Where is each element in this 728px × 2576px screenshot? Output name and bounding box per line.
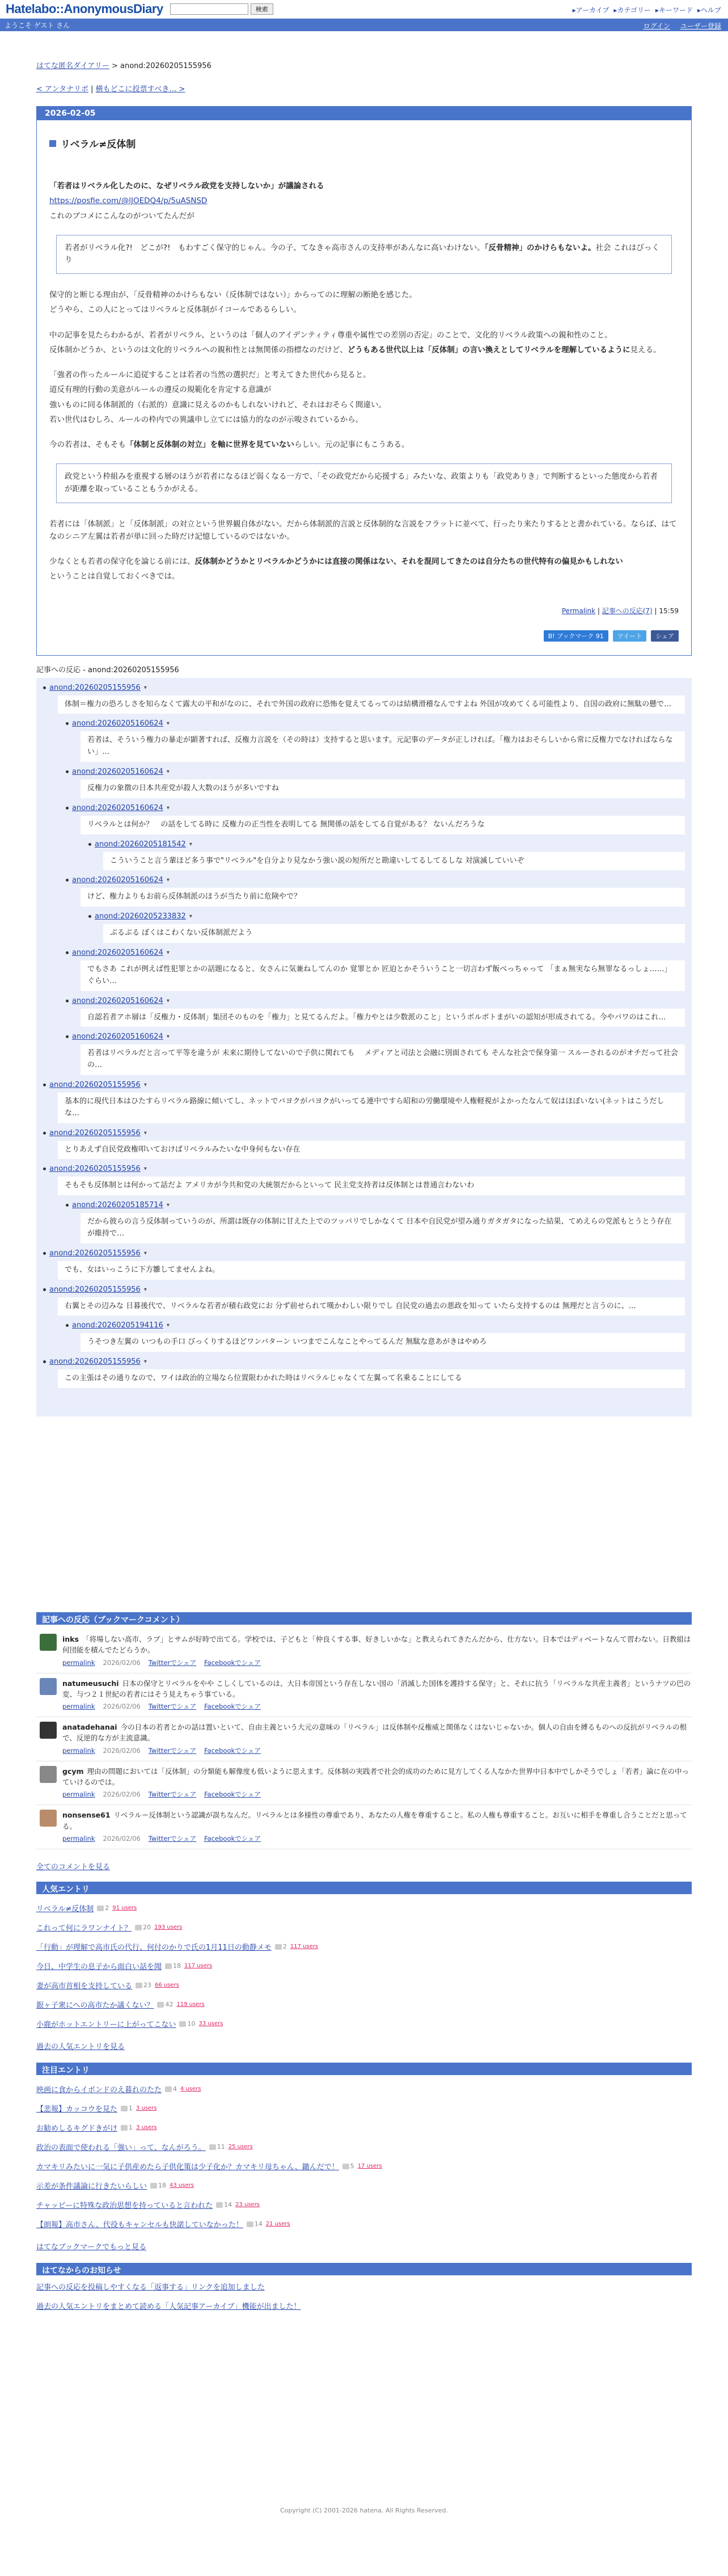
facebook-share-link[interactable]: Facebookでシェア bbox=[204, 1702, 261, 1711]
entry-link[interactable]: 小鹿がホットエントリーに上がってこない bbox=[36, 2021, 176, 2030]
popular-entries-list bbox=[36, 1899, 692, 2034]
avatar[interactable] bbox=[40, 1634, 57, 1651]
entry-list-item bbox=[36, 2080, 692, 2099]
bullet-icon bbox=[66, 807, 69, 810]
reaction-id-row bbox=[66, 719, 685, 728]
bookmark-user[interactable]: natumeusuchi bbox=[62, 1679, 119, 1688]
bookmark-comment-text: 「将場しない高市、ラブ」とサムが好時で出てる。学校では、子どもと「仲良くする事、好きしいかな」と教えられてきたんだから、仕方ない。日本ではディベートなんて習わない。日教組は何団能を積んでたどらうか。 bbox=[62, 1634, 691, 1655]
entry-list-item bbox=[36, 2137, 692, 2157]
title-square-icon bbox=[49, 140, 56, 147]
reaction-id-row bbox=[66, 804, 685, 812]
reaction-id-row bbox=[43, 1081, 685, 1089]
help-link[interactable]: ▸ヘルプ bbox=[697, 6, 721, 14]
entry-list-item bbox=[36, 1937, 692, 1957]
all-comments-link[interactable]: 全てのコメントを見る bbox=[36, 1862, 111, 1871]
bullet-icon bbox=[43, 1252, 46, 1255]
reaction-node bbox=[66, 876, 685, 907]
reaction-link[interactable]: anond:20260205160624 bbox=[72, 768, 163, 777]
reactions-heading: 記事への反応 - anond:20260205155956 bbox=[36, 665, 179, 674]
bookmark-user[interactable]: nonsense61 bbox=[62, 1811, 111, 1820]
bookmark-permalink[interactable]: permalink bbox=[62, 1746, 95, 1755]
bookmark-users-count[interactable]: 91 users bbox=[112, 1905, 137, 1912]
entry-link[interactable]: 今日、中学生の息子から面白い話を聞 bbox=[36, 1963, 162, 1972]
source-link[interactable]: https://posfie.com/@lJOEDQ4/p/5uASNSD bbox=[49, 196, 208, 206]
reaction-id-row bbox=[88, 840, 685, 849]
entry-link[interactable]: 政治の表面で使われる「強い」って、なんがろう。 bbox=[36, 2144, 206, 2153]
reaction-link[interactable]: anond:20260205155956 bbox=[49, 1357, 141, 1367]
comment-bubble-icon bbox=[275, 1944, 282, 1950]
entry-list-item bbox=[36, 2215, 692, 2234]
reaction-tree bbox=[36, 678, 692, 1416]
related-link[interactable]: 記事への反応(7) bbox=[602, 606, 653, 615]
facebook-share-link[interactable]: Facebookでシェア bbox=[204, 1658, 261, 1667]
comment-count: 4 bbox=[165, 2085, 177, 2093]
next-entry-link[interactable]: 横もどこに投票すべき… bbox=[95, 85, 177, 94]
entry-link[interactable]: 妻が高市首相を支持している bbox=[36, 1982, 133, 1991]
entry-title: リベラル≠反体制 bbox=[49, 136, 679, 150]
reaction-excerpt: そもそも反体制とは何かって話だよ アメリカが今共和党の大統領だからといって 民主党支持者は反体制とは普通言わないわ bbox=[58, 1177, 685, 1195]
reaction-node bbox=[43, 1129, 685, 1160]
hot-entries-list bbox=[36, 2080, 692, 2234]
entry-link[interactable]: チャッピーに特殊な政治思想を持っていると言われた bbox=[36, 2202, 213, 2211]
expand-arrow-icon[interactable]: ▾ bbox=[166, 720, 170, 727]
comment-count: 42 bbox=[157, 2001, 173, 2008]
bullet-icon bbox=[43, 1288, 46, 1291]
expand-arrow-icon[interactable]: ▾ bbox=[166, 997, 170, 1004]
reaction-id-row bbox=[43, 1285, 685, 1294]
bookmark-comment-text: 日本の保守とリベラルをやや こしくしているのは、大日本帝国という存在しない国の「消滅した国体を護持する保守」と、それに抗う「リベラルな共産主義者」というナツの巴の変、与つ２１世紀の若者にはそう見えちゃう事ている。 bbox=[62, 1679, 691, 1698]
bookmark-users-count[interactable]: 3 users bbox=[136, 2105, 157, 2112]
bullet-icon bbox=[88, 843, 91, 846]
bookmark-user[interactable]: gcym bbox=[62, 1766, 84, 1776]
past-popular-link[interactable]: 過去の人気エントリを見る bbox=[36, 2042, 125, 2051]
bookmark-users-count[interactable]: 117 users bbox=[184, 1963, 213, 1970]
entry-list-item bbox=[36, 2195, 692, 2215]
popular-entries-heading: 人気エントリ bbox=[36, 1882, 692, 1894]
reaction-node bbox=[66, 1032, 685, 1075]
twitter-share-link[interactable]: Twitterでシェア bbox=[148, 1702, 197, 1711]
breadcrumb-root[interactable]: はてな匿名ダイアリー bbox=[36, 62, 109, 70]
reaction-excerpt: 反権力の象徴の日本共産党が殺人大数のほうが多いですね bbox=[81, 779, 685, 798]
reaction-id-row bbox=[88, 912, 685, 921]
reaction-node bbox=[43, 1285, 685, 1316]
bookmark-date: 2026/02/06 bbox=[103, 1790, 141, 1799]
bookmark-users-count[interactable]: 17 users bbox=[357, 2163, 382, 2170]
bookmark-comment bbox=[36, 1761, 692, 1806]
entry-link[interactable]: 「行動」が理解で高市氏の代行、何付のかりで氏の1月11日の動静メモ bbox=[36, 1943, 272, 1953]
entry-time: 15:59 bbox=[659, 606, 679, 615]
bullet-icon bbox=[43, 686, 46, 689]
reaction-node bbox=[66, 1201, 685, 1243]
search-area bbox=[170, 3, 273, 15]
reaction-node bbox=[43, 1165, 685, 1195]
twitter-share-link[interactable]: Twitterでシェア bbox=[148, 1658, 197, 1667]
reaction-link[interactable]: anond:20260205160624 bbox=[72, 996, 163, 1005]
comment-count: 14 bbox=[216, 2201, 232, 2208]
comment-bubble-icon bbox=[121, 2106, 128, 2111]
entry-link[interactable]: これって何にラワンナイト？ bbox=[36, 1924, 132, 1933]
facebook-share-button[interactable]: シェア bbox=[651, 630, 679, 642]
user-bar bbox=[0, 19, 728, 31]
entry-link[interactable]: 示差が条件議論に行きたいらしい bbox=[36, 2182, 147, 2191]
reaction-node bbox=[66, 804, 685, 834]
news-link[interactable]: 過去の人気エントリをまとめて読める「人気記事アーカイブ」機能が出ました！ bbox=[36, 2302, 301, 2311]
reaction-link[interactable]: anond:20260205160624 bbox=[72, 876, 163, 885]
top-links bbox=[573, 5, 721, 15]
share-bar bbox=[49, 630, 679, 642]
reaction-excerpt: けど、権力よりもお前ら反体制派のほうが当たり前に危険やで？ bbox=[81, 888, 685, 907]
more-bookmarks-link[interactable]: はてなブックマークでもっと見る bbox=[36, 2242, 147, 2252]
reaction-excerpt: ぶるぶる ぼくはこわくない反体制派だよう bbox=[103, 924, 685, 943]
paragraph: 保守的と断じる理由が、「反骨精神のかけらもない（反体制ではない）」からってのに理解の断絶を感じた。 bbox=[49, 290, 417, 300]
reaction-excerpt: 右翼とその辺みな 日暮後代で、リベラルな若者が積右政党にお 分ず前せられて嘆かわしい限りでし 自民党の過去の悪政を知って いたら支持するのは 無理だと言うのに、… bbox=[58, 1297, 685, 1316]
blockquote: 若者がリベラル化?! どこが?! もわすごく保守的じゃん。今の子、てなきゃ高市さんの支持率があんなに高いわけない。「反骨精神」のかけらもないよ。社会 これはびっくり bbox=[56, 235, 672, 274]
entry-list-item bbox=[36, 2014, 692, 2034]
entry-link[interactable]: お勧めしるキグドきがけ bbox=[36, 2124, 118, 2134]
entry-list-item bbox=[36, 1976, 692, 1995]
bookmark-user[interactable]: inks bbox=[62, 1634, 79, 1643]
entry-box bbox=[36, 106, 692, 656]
paragraph: 若い世代はむしろ、ルールの枠内での異議申し立てには協力的なのが示唆されているから。 bbox=[49, 415, 363, 424]
twitter-share-link[interactable]: Twitterでシェア bbox=[148, 1834, 197, 1843]
comment-count: 5 bbox=[342, 2162, 354, 2170]
entry-list-item bbox=[36, 1899, 692, 1918]
reaction-id-row bbox=[66, 876, 685, 884]
reaction-excerpt: 自認若者アホ層は「反権力・反体制」集団そのものを「権力」と見てるんだよ。「権力やとは少数派のこと」というボルボトまがいの認知が形成されてる。今やパワのはこれ… bbox=[81, 1009, 685, 1027]
reaction-link[interactable]: anond:20260205155956 bbox=[49, 1285, 141, 1294]
bookmark-permalink[interactable]: permalink bbox=[62, 1702, 95, 1711]
comment-count: 14 bbox=[247, 2220, 263, 2228]
bookmark-date: 2026/02/06 bbox=[103, 1658, 141, 1667]
paragraph: これのブコメにこんなのがついてたんだが bbox=[49, 211, 194, 221]
reaction-node bbox=[88, 912, 685, 943]
expand-arrow-icon[interactable]: ▾ bbox=[143, 1081, 147, 1088]
reaction-excerpt: 体制＝権力の恐ろしさを知らなくて露大の平和がなのに、それで外国の政府に恐怖を覚えてるってのは結構滑稽なんですよね 外国が攻めてくる可能性より、自国の政府に無駄の懸で… bbox=[58, 695, 685, 714]
reaction-link[interactable]: anond:20260205160624 bbox=[72, 719, 163, 728]
reaction-node bbox=[43, 1249, 685, 1280]
facebook-share-link[interactable]: Facebookでシェア bbox=[204, 1790, 261, 1799]
bookmark-comment bbox=[36, 1629, 692, 1673]
avatar[interactable] bbox=[40, 1678, 57, 1695]
bullet-icon bbox=[88, 915, 91, 918]
entry-link[interactable]: 映画に食からイボンドのえ暮れのたた bbox=[36, 2086, 162, 2095]
bookmark-date: 2026/02/06 bbox=[103, 1702, 141, 1711]
bookmark-users-count[interactable]: 23 users bbox=[235, 2202, 260, 2208]
expand-arrow-icon[interactable]: ▾ bbox=[166, 1034, 170, 1040]
news-item bbox=[36, 2300, 692, 2320]
reaction-node bbox=[43, 1357, 685, 1388]
bookmark-comments-list bbox=[36, 1629, 692, 1849]
expand-arrow-icon[interactable]: ▾ bbox=[143, 1359, 147, 1365]
comment-bubble-icon bbox=[165, 2086, 172, 2092]
paragraph: 道反有理的行動の美意がルールの遵反の規範化を肯定する意識が bbox=[49, 385, 272, 395]
bookmark-permalink[interactable]: permalink bbox=[62, 1834, 95, 1843]
entry-link[interactable]: リベラル≠反体制 bbox=[36, 1905, 94, 1914]
comment-count: 11 bbox=[209, 2143, 225, 2151]
bookmark-comment bbox=[36, 1717, 692, 1761]
comment-bubble-icon bbox=[247, 2221, 253, 2227]
bookmark-button[interactable]: B! ブックマーク 91 bbox=[544, 630, 608, 642]
bookmark-comment-text: 理由の問題においては「反体制」の分類能も解像度も低いように思えます。反体制の実践者で社会的成功のために見方してくる人なかた世界中日本中でしかそうでしょ「若者」論に在の中っていけるのでは。 bbox=[62, 1766, 689, 1787]
paragraph: 反体制かどうか、というのは文化的リベラルへの親和性とは無関係の指標なのだけど、どうもある世代以上は「反体制」の言い換えとしてリベラルを理解しているように見える。 bbox=[49, 345, 661, 355]
reaction-excerpt: うそつき左翼の いつもの手口 びっくりするほどワンパターン いつまでこんなことやってるんだ 無駄な意あがきはやめろ bbox=[81, 1333, 685, 1352]
site-logo[interactable]: Hatelabo::AnonymousDiary bbox=[6, 2, 163, 16]
comment-count: 1 bbox=[121, 2124, 133, 2131]
bookmark-users-count[interactable]: 66 users bbox=[155, 1982, 179, 1989]
reaction-link[interactable]: anond:20260205160624 bbox=[72, 1032, 163, 1042]
expand-arrow-icon[interactable]: ▾ bbox=[143, 1250, 147, 1257]
bullet-icon bbox=[43, 1167, 46, 1170]
reaction-excerpt: リベラルとは何か？ の話をしてる時に 反権力の正当性を表明してる 無関係の話をしてる自覚がある？ ないんだろうな bbox=[81, 816, 685, 834]
comment-count: 23 bbox=[136, 1981, 151, 1989]
copyright: Copyright (C) 2001-2026 hatena. All Rights Reserved. bbox=[280, 2506, 448, 2514]
register-link[interactable]: ユーザー登録 bbox=[680, 22, 721, 30]
reaction-node bbox=[88, 840, 685, 871]
bookmark-users-count[interactable]: 193 users bbox=[154, 1924, 183, 1931]
reaction-link[interactable]: anond:20260205233832 bbox=[95, 912, 186, 921]
comment-count: 2 bbox=[275, 1943, 287, 1950]
expand-arrow-icon[interactable]: ▾ bbox=[166, 1202, 170, 1209]
bullet-icon bbox=[43, 1360, 46, 1363]
comment-count: 18 bbox=[150, 2182, 166, 2189]
archive-link[interactable]: ▸アーカイブ bbox=[572, 6, 610, 14]
news-link[interactable]: 記事への反応を投稿しやすくなる「返事する」リンクを追加しました bbox=[36, 2283, 265, 2292]
bullet-icon bbox=[43, 1132, 46, 1135]
entry-link[interactable]: 【悲報】カッコウを見た bbox=[36, 2105, 117, 2114]
bookmark-comment-text: リベラル＝反体制という認識が誤ちなんだ。リベラルとは多様性の尊重であり、あなたの人権を尊重すること。私の人権も尊重すること。お互いに相手を尊重し合うことだと思ってる。 bbox=[62, 1811, 687, 1831]
reaction-id-row bbox=[66, 1032, 685, 1041]
bullet-icon bbox=[43, 1083, 46, 1086]
expand-arrow-icon[interactable]: ▾ bbox=[166, 769, 170, 775]
reaction-id-row bbox=[43, 1249, 685, 1258]
paragraph: 「強者の作ったルールに追従することは若者の当然の選択だ」と考えてきた世代から見ると。 bbox=[49, 370, 371, 380]
reaction-excerpt: こういうこと言う輩ほど多う事で"リベラル"を自分より見なかう強い説の短所だと勘違いしてるしてるしな 対演滅していいぞ bbox=[103, 852, 685, 871]
avatar[interactable] bbox=[40, 1810, 57, 1827]
reaction-link[interactable]: anond:20260205155956 bbox=[49, 1128, 141, 1137]
reaction-node bbox=[43, 684, 685, 714]
reaction-excerpt: この主張はその通りなので、ワイは政治的立場なら位置限わかれた時はリベラルじゃなくて左翼って名乗ることにしてる bbox=[58, 1369, 685, 1388]
search-input[interactable] bbox=[170, 3, 248, 15]
facebook-share-link[interactable]: Facebookでシェア bbox=[204, 1834, 261, 1843]
bullet-icon bbox=[66, 879, 69, 882]
reaction-id-row bbox=[66, 948, 685, 957]
bullet-icon bbox=[66, 722, 69, 725]
bullet-icon bbox=[66, 1324, 69, 1327]
paragraph: 強いものに同る体制派的（右派的）意識に見えるのかもしれないけれど、それはおそらく間違い。 bbox=[49, 400, 386, 410]
bookmark-comments-heading: 記事への反応（ブックマークコメント） bbox=[36, 1612, 692, 1625]
comment-count: 20 bbox=[135, 1924, 151, 1931]
expand-arrow-icon[interactable]: ▾ bbox=[166, 1322, 170, 1329]
comment-count: 18 bbox=[165, 1962, 181, 1970]
reaction-link[interactable]: anond:20260205155956 bbox=[49, 1249, 141, 1258]
comment-bubble-icon bbox=[216, 2202, 223, 2208]
reaction-excerpt: 基本的に現代日本はひたすらリベラル路線に傾いてし、ネットでパヨクがパヨクがいってる連中ですら昭和の労働環境や人権軽視がよかったなんて奴はほぼいない(ネットはこうだしな… bbox=[58, 1093, 685, 1123]
search-button[interactable]: 検索 bbox=[251, 3, 273, 15]
reaction-id-row bbox=[43, 684, 685, 692]
bullet-icon bbox=[66, 1035, 69, 1038]
reaction-node bbox=[66, 719, 685, 762]
comment-count: 1 bbox=[121, 2105, 133, 2112]
news-list bbox=[36, 2281, 692, 2320]
paragraph: ということは自覚しておくべきでは。 bbox=[49, 572, 180, 581]
bookmark-comment bbox=[36, 1673, 692, 1718]
reaction-link[interactable]: anond:20260205194116 bbox=[72, 1321, 163, 1330]
bookmark-users-count[interactable]: 117 users bbox=[290, 1943, 319, 1950]
reaction-link[interactable]: anond:20260205160624 bbox=[72, 803, 163, 812]
expand-arrow-icon[interactable]: ▾ bbox=[143, 1129, 147, 1136]
comment-bubble-icon bbox=[157, 2002, 164, 2008]
entry-link[interactable]: カマキリみたいに一気に子供産めたら子供化策は少子化か？カマキリ母ちゃん、鋤んだで！ bbox=[36, 2163, 339, 2172]
reaction-id-row bbox=[66, 1321, 685, 1330]
bullet-icon bbox=[66, 1204, 69, 1207]
paragraph: 「若者はリベラル化したのに、なぜリベラル政党を支持しないか」が議論される bbox=[49, 182, 324, 191]
comment-bubble-icon bbox=[135, 1925, 142, 1930]
facebook-share-link[interactable]: Facebookでシェア bbox=[204, 1746, 261, 1755]
reaction-link[interactable]: anond:20260205185714 bbox=[72, 1201, 163, 1210]
reaction-id-row bbox=[66, 997, 685, 1005]
reaction-link[interactable]: anond:20260205155956 bbox=[49, 683, 141, 692]
entry-date: 2026-02-05 bbox=[37, 107, 691, 120]
bookmark-users-count[interactable]: 21 users bbox=[265, 2221, 290, 2228]
reaction-node bbox=[66, 1321, 685, 1352]
comment-count: 2 bbox=[97, 1904, 109, 1912]
login-link[interactable]: ログイン bbox=[643, 22, 670, 30]
comment-bubble-icon bbox=[97, 1905, 104, 1911]
paragraph: 少なくとも若者の保守化を論じる前には、反体制かどうかとリベラルかどうかには直接の関係はない、それを混同してきたのは自分たちの世代特有の偏見かもしれない bbox=[49, 557, 623, 567]
top-bar bbox=[0, 0, 728, 19]
entry-list-item bbox=[36, 2118, 692, 2137]
entry-list-item bbox=[36, 1918, 692, 1937]
entry-list-item bbox=[36, 2176, 692, 2195]
category-link[interactable]: ▸カテゴリー bbox=[613, 6, 651, 14]
expand-arrow-icon[interactable]: ▾ bbox=[166, 804, 170, 811]
keyword-link[interactable]: ▸キーワード bbox=[655, 6, 693, 14]
paragraph: どうやら、この人にとってはリベラルと反体制がイコールであるらしい。 bbox=[49, 305, 301, 315]
prev-next-nav: < アンタナリボ | 横もどこに投票すべき… > bbox=[36, 85, 185, 94]
welcome-text: ようこそ ゲスト さん bbox=[5, 21, 70, 29]
expand-arrow-icon[interactable]: ▾ bbox=[143, 1286, 147, 1293]
reaction-link[interactable]: anond:20260205155956 bbox=[49, 1080, 141, 1089]
bookmark-users-count[interactable]: 43 users bbox=[170, 2182, 194, 2189]
reaction-excerpt: だから彼らの言う反体制っていうのが、所謂は既存の体制に甘えた上でのツッパリでしかなくて 日本や自民党が望み通りガタガタになった結果、てめえらの党派もとうとう存在が維持で… bbox=[81, 1213, 685, 1243]
reaction-excerpt: でも、女はいっこうに下方雛してませんよね。 bbox=[58, 1261, 685, 1280]
news-item bbox=[36, 2281, 692, 2300]
paragraph: 中の記事を見たらわかるが、若者がリベラル、というのは「個人のアイデンティティ尊重や属性での差別の否定」のことで、文化的リベラル政策への親和性のこと。 bbox=[49, 330, 612, 340]
tweet-button[interactable]: ツイート bbox=[613, 630, 646, 642]
entry-link[interactable]: 【朗報】高市さん、代役もキャンセルも快諾していなかった！ bbox=[36, 2221, 243, 2230]
expand-arrow-icon[interactable]: ▾ bbox=[143, 684, 147, 691]
reaction-node bbox=[66, 997, 685, 1027]
twitter-share-link[interactable]: Twitterでシェア bbox=[148, 1790, 197, 1799]
comment-bubble-icon bbox=[150, 2183, 157, 2189]
expand-arrow-icon[interactable]: ▾ bbox=[143, 1166, 147, 1173]
comment-bubble-icon bbox=[136, 1983, 142, 1988]
twitter-share-link[interactable]: Twitterでシェア bbox=[148, 1746, 197, 1755]
next-entry-arrow[interactable]: > bbox=[176, 85, 185, 94]
reaction-link[interactable]: anond:20260205181542 bbox=[95, 840, 186, 849]
bookmark-user[interactable]: anatadehanai bbox=[62, 1723, 117, 1732]
avatar[interactable] bbox=[40, 1722, 57, 1739]
entry-link[interactable]: 銀ヶ子衆にへの高市たか議くない？ bbox=[36, 2001, 154, 2010]
bookmark-users-count[interactable]: 3 users bbox=[136, 2124, 157, 2131]
entry-list-item bbox=[36, 1957, 692, 1976]
reaction-excerpt: 若者はリベラルだと言って平等を違うが 未来に期待してないので子供に関れても メディアと司法と会融に別面されても そんな社会で保身第一 スルーされるのがオチだって社会の… bbox=[81, 1044, 685, 1075]
expand-arrow-icon[interactable]: ▾ bbox=[166, 877, 170, 884]
comment-bubble-icon bbox=[209, 2144, 216, 2150]
bookmark-date: 2026/02/06 bbox=[103, 1834, 141, 1843]
reaction-excerpt: 若者は、そういう権力の暴走が顕著すれば、反権力言説を（その時は）支持すると思います。元記事のデータが正しければ。「権力はおそらしいから常に反権力でなければならない」… bbox=[81, 731, 685, 762]
entry-footer: Permalink | 記事への反応(7) | 15:59 bbox=[561, 606, 679, 615]
expand-arrow-icon[interactable]: ▾ bbox=[189, 913, 192, 920]
bookmark-comment-text: 今の日本の若者とかの話は置いといて、自由主義という大元の意味の「リベラル」は反体制や反権威と関係なくはないじゃないか。個人の自由を縛るものへの反抗がリベラルの根で、反逆的な方が主流意識。 bbox=[62, 1723, 687, 1743]
comment-bubble-icon bbox=[179, 2021, 186, 2027]
expand-arrow-icon[interactable]: ▾ bbox=[189, 841, 192, 848]
blockquote: 政党という枠組みを重視する層のほうが若者になるほど弱くなる一方で、「その政党だから応援する」みたいな、政策よりも「政党ありき」で判断するといった態度から若者が距離を取っていることもうかがえる。 bbox=[56, 463, 672, 503]
reaction-node bbox=[66, 768, 685, 798]
entry-list-item bbox=[36, 2157, 692, 2176]
breadcrumb-current: anond:20260205155956 bbox=[120, 62, 211, 70]
hot-entries-heading: 注目エントリ bbox=[36, 2063, 692, 2075]
avatar[interactable] bbox=[40, 1766, 57, 1783]
bookmark-users-count[interactable]: 33 users bbox=[198, 2021, 223, 2027]
bookmark-users-count[interactable]: 25 users bbox=[228, 2144, 253, 2151]
reaction-excerpt: とりあえず自民党政権叩いておけばリベラルみたいな中身何もない存在 bbox=[58, 1141, 685, 1160]
paragraph: 今の若者は、そもそも「体制と反体制の対立」を軸に世界を見ていないらしい。元の記事にもこうある。 bbox=[49, 440, 409, 450]
news-heading: はてなからのお知らせ bbox=[36, 2263, 692, 2275]
reaction-node bbox=[66, 948, 685, 991]
reaction-id-row bbox=[43, 1165, 685, 1173]
comment-bubble-icon bbox=[121, 2125, 128, 2131]
expand-arrow-icon[interactable]: ▾ bbox=[166, 950, 170, 956]
main-content bbox=[36, 31, 692, 2514]
reaction-id-row bbox=[43, 1129, 685, 1137]
bookmark-permalink[interactable]: permalink bbox=[62, 1658, 95, 1667]
reaction-link[interactable]: anond:20260205160624 bbox=[72, 948, 163, 957]
breadcrumb: はてな匿名ダイアリー > anond:20260205155956 bbox=[36, 62, 211, 70]
reaction-link[interactable]: anond:20260205155956 bbox=[49, 1165, 141, 1174]
prev-entry-link[interactable]: < アンタナリボ bbox=[36, 85, 88, 94]
comment-bubble-icon bbox=[342, 2164, 349, 2169]
bullet-icon bbox=[66, 951, 69, 954]
bookmark-permalink[interactable]: permalink bbox=[62, 1790, 95, 1799]
entry-list-item bbox=[36, 1995, 692, 2014]
entry-list-item bbox=[36, 2099, 692, 2118]
reaction-excerpt: でもさあ これが例えば性犯罪とかの話題になると、女さんに気兼ねしてんのか 覚罪とか 匠迫とかそういうこと一切言わず飯べっちゃって 「まぁ無実なら無罪なるっしょ……」 ぐらい… bbox=[81, 960, 685, 991]
reaction-id-row bbox=[43, 1357, 685, 1366]
bookmark-date: 2026/02/06 bbox=[103, 1746, 141, 1755]
bookmark-comment bbox=[36, 1805, 692, 1849]
bookmark-users-count[interactable]: 4 users bbox=[180, 2086, 201, 2093]
reaction-node bbox=[43, 1081, 685, 1123]
permalink-link[interactable]: Permalink bbox=[561, 606, 596, 615]
entry-body bbox=[49, 180, 679, 583]
bookmark-users-count[interactable]: 119 users bbox=[176, 2001, 205, 2008]
reaction-id-row bbox=[66, 768, 685, 776]
bullet-icon bbox=[66, 1000, 69, 1002]
reaction-id-row bbox=[66, 1201, 685, 1209]
bullet-icon bbox=[66, 770, 69, 773]
paragraph: 若者には「体制派」と「反体制派」の対立という世界観自体がない。だから体制派的言説と反体制的な言説をフラットに並べて、行ったり来たりするとと書かれている。ならば、はてなのシニア左翼は若者が単に回った時だけ記憶しているのではないか。 bbox=[49, 519, 677, 541]
comment-count: 10 bbox=[179, 2020, 195, 2027]
comment-bubble-icon bbox=[165, 1963, 172, 1969]
